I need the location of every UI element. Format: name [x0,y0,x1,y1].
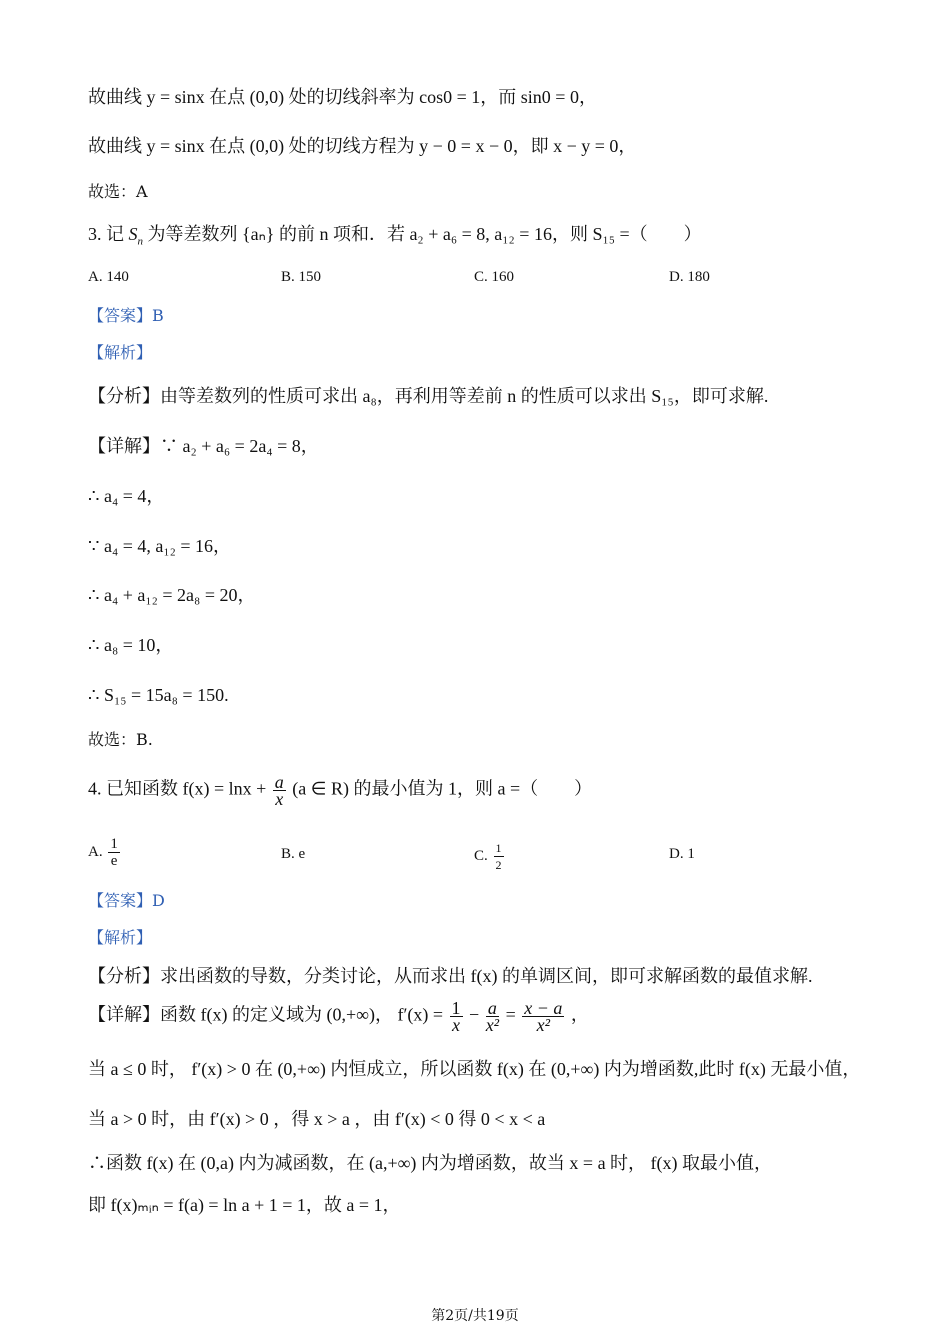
q3-sn: $S_n$ [128,224,143,248]
q4-jiexi: 【解析】 [88,928,153,947]
fraction-1-over-x: $\frac{1}{x}$ [451,998,461,1035]
q4-detail-1: 【详解】函数 f(x) 的定义域为 (0,+∞)， f′(x) = $\frac{1}{x}$ − $\frac{a}{\text{x²}}$ = $\frac{x - a}{\text{x²}}$ ， [88,998,589,1035]
fraction-a-over-x: $\frac{a}{x}$ [274,772,284,809]
fraction-1-over-e: $\frac{1}{e}$ [110,836,118,869]
q4-option-b: B. e [281,846,306,862]
q4-detail-2: 当 a ≤ 0 时， f′(x) > 0 在 (0,+∞) 内恒成立，所以函数 f(x) 在 (0,+∞) 内为增函数,此时 f(x) 无最小值， [88,1059,861,1079]
fraction-a-over-x2: $\frac{a}{\text{x²}}$ [485,998,500,1035]
q3-detail-5: ∴ a₈ = 10， [88,635,174,655]
q4-option-a: A. $\frac{1}{e}$ [88,836,118,869]
q3-answer: 【答案】B [88,306,164,325]
q3-detail-4: ∴ a₄ + a₁₂ = 2a₈ = 20， [88,585,256,605]
q3-option-d: D. 180 [669,269,710,285]
q3-fenxi: 【分析】由等差数列的性质可求出 a₈，再利用等差前 n 的性质可以求出 S₁₅，即可求解. [88,386,769,406]
q3-detail-2: ∴ a₄ = 4， [88,486,165,506]
q4-option-d: D. 1 [669,846,695,862]
q3-conclusion: 故选：B. [88,730,153,749]
question-3-stem [88,223,702,253]
q3-detail-3: ∵ a₄ = 4, a₁₂ = 16， [88,536,232,556]
line-tangent-slope: 故曲线 y = sinx 在点 (0,0) 处的切线斜率为 cos0 = 1，而 sin0 = 0， [88,87,597,107]
q4-detail-1-text: 【详解】函数 f(x) 的定义域为 (0,+∞)， f′(x) = [88,1004,444,1025]
q4-detail-3: 当 a > 0 时，由 f′(x) > 0 ，得 x > a ，由 f′(x) < 0 得 0 < x < a [88,1109,546,1129]
q3-prefix: 3. 记 [88,224,124,244]
q3-option-a: A. 140 [88,269,129,285]
q4-fenxi: 【分析】求出函数的导数，分类讨论，从而求出 f(x) 的单调区间，即可求解函数的最值求解. [88,966,813,986]
q3-detail-1: 【详解】∵ a₂ + a₆ = 2a₄ = 8， [88,436,319,456]
q4-answer: 【答案】D [88,891,165,910]
q4-stem-a: 4. 已知函数 f(x) = lnx + [88,778,267,799]
q4-option-c: C. $\frac{1}{2}$ [474,841,502,872]
line-choice-a: 故选：A [88,182,148,201]
question-4-stem [88,774,592,807]
q3-jiexi: 【解析】 [88,343,153,362]
q4-detail-4: ∴函数 f(x) 在 (0,a) 内为减函数，在 (a,+∞) 内为增函数，故当 x = a 时， f(x) 取最小值， [88,1153,773,1173]
q4-detail-5: 即 f(x)ₘᵢₙ = f(a) = ln a + 1 = 1，故 a = 1， [88,1195,401,1215]
q3-option-b: B. 150 [281,269,322,285]
line-tangent-equation: 故曲线 y = sinx 在点 (0,0) 处的切线方程为 y − 0 = x − 0，即 x − y = 0， [88,136,637,156]
q4-stem-b: (a ∈ R) 的最小值为 1，则 a =（ ） [292,778,593,799]
fraction-x-minus-a-over-x2: $\frac{x - a}{\text{x²}}$ [524,998,563,1035]
fraction-1-over-2: $\frac{1}{2}$ [495,841,502,872]
q3-detail-6: ∴ S₁₅ = 15a₈ = 150. [88,685,229,705]
q3-rest: 为等差数列 {aₙ} 的前 n 项和．若 a₂ + a₆ = 8, a₁₂ = 16，则 S₁₅ =（ ） [147,224,702,244]
page-footer: 第2页/共19页 [431,1308,519,1324]
q3-option-c: C. 160 [474,269,515,285]
